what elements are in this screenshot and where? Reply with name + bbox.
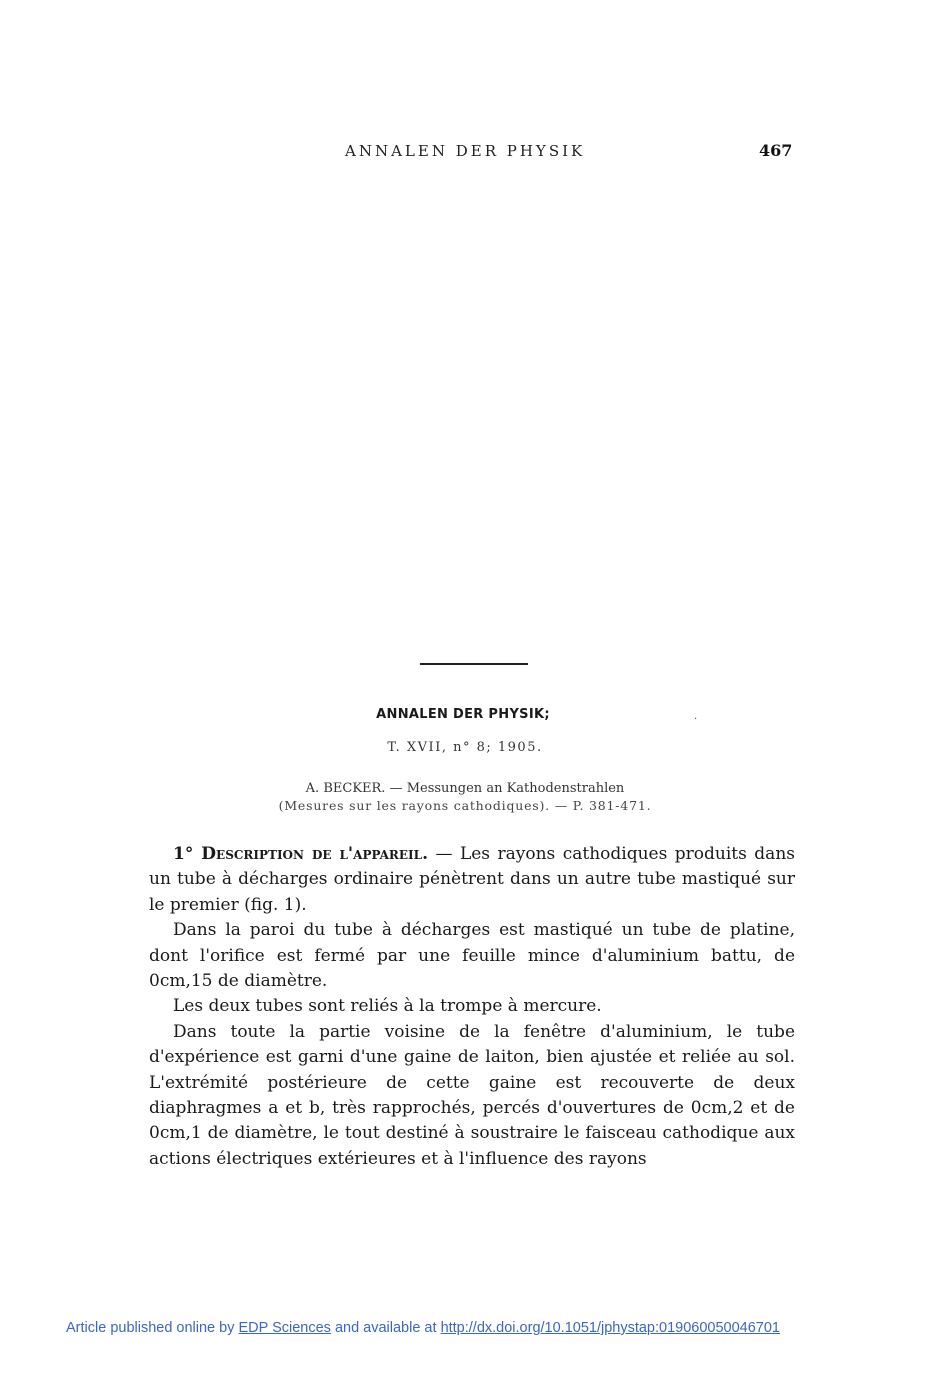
doi-link[interactable]: http://dx.doi.org/10.1051/jphystap:019060050046701 xyxy=(440,1320,780,1336)
journal-title xyxy=(0,707,930,722)
paragraph-2: Dans la paroi du tube à décharges est mastiqué un tube de platine, dont l'orifice est fermé par une feuille mince d'aluminium battu, de 0cm,15 de diamètre. xyxy=(149,920,795,992)
paragraph-1-text: — Les rayons cathodiques produits dans un tube à décharges ordinaire pénètrent dans un autre tube mastiqué sur le premier (fig. 1). xyxy=(149,844,795,915)
article-author-title: A. BECKER. — Messungen an Kathodenstrahlen xyxy=(305,781,625,796)
paragraph-4: Dans toute la partie voisine de la fenêtre d'aluminium, le tube d'expérience est garni d'une gaine de laiton, bien ajustée et reliée au sol. L'extrémité postérieure de cette gaine est recouverte de deux diaphragmes a et b, très rapprochés, percés d'ouvertures de 0cm,2 et de 0cm,1 de diamètre, le tout destiné à soustraire le faisceau cathodique aux actions électriques extérieures et à l'influence des rayons xyxy=(149,1021,795,1169)
page-number: 467 xyxy=(759,141,793,160)
article-subtitle: (Mesures sur les rayons cathodiques). — P. 381-471. xyxy=(278,798,652,813)
footer-prefix: Article published online by xyxy=(66,1320,239,1336)
paragraph-1-heading: 1° Description de l'appareil. xyxy=(173,844,429,864)
article-body xyxy=(149,842,795,1172)
volume-info: T. XVII, n° 8; 1905. xyxy=(387,740,543,755)
publisher-link[interactable]: EDP Sciences xyxy=(238,1320,331,1336)
paragraph-3: Les deux tubes sont reliés à la trompe à mercure. xyxy=(173,996,602,1017)
publication-footer xyxy=(66,1320,780,1336)
journal-title-text: ANNALEN DER PHYSIK; xyxy=(376,707,550,722)
paragraph-1 xyxy=(149,842,795,918)
footer-middle: and available at xyxy=(330,1320,441,1336)
section-divider xyxy=(420,663,528,665)
running-header: ANNALEN DER PHYSIK xyxy=(345,142,586,160)
print-speck: . xyxy=(694,711,698,722)
